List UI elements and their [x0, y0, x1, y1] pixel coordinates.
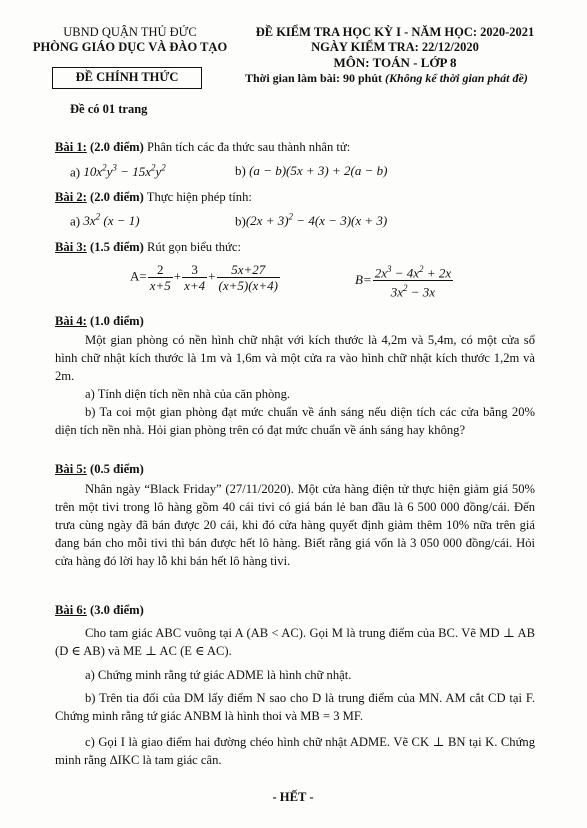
bai6-title: Bài 6: — [55, 603, 87, 617]
bai3-expression-b: B= $\frac{2x^3 - 4x^2 + 2x}{3x^2 - 3x}$ — [355, 264, 452, 300]
bai4-points: (1.0 điểm) — [90, 314, 144, 328]
exam-time — [245, 71, 528, 86]
bai6-heading — [55, 603, 144, 618]
bai4-title: Bài 4: — [55, 314, 87, 328]
bai4-heading — [55, 314, 144, 329]
bai4-a: a) Tính diện tích nền nhà của căn phòng. — [85, 387, 291, 401]
bai4-text: Một gian phòng có nền hình chữ nhật với kích thước là 4,2m và 5,4m, có một cửa sổ hình chữ nhật kích thước là 1m và 1,6m và một cửa ra vào hình chữ nhật kích thước 1,2m và 2m. — [55, 333, 535, 383]
bai3-expression-a: A= $\frac{2}{x+5}$ + $\frac{3}{x+4}$ + $\frac{5x+27}{(x+5)(x+4)}$ — [130, 262, 278, 293]
bai6-b: b) Trên tia đối của DM lấy điểm N sao cho D là trung điểm của MN. AM cắt CD tại F. Chứng minh rằng tứ giác ANBM là hình thoi và MB = 3 MF. — [55, 691, 535, 723]
exam-date: NGÀY KIỂM TRA: 22/12/2020 — [311, 40, 479, 54]
bai3-title: Bài 3: — [55, 240, 87, 254]
bai5-heading — [55, 462, 144, 477]
bai1-title: Bài 1: — [55, 140, 87, 154]
bai5-points: (0.5 điểm) — [90, 462, 144, 476]
department-name: UBND QUẬN THỦ ĐỨC — [63, 25, 197, 39]
time-label: Thời gian làm bài: 90 phút — [245, 71, 383, 85]
bai6-c: c) Gọi I là giao điểm hai đường chéo hình chữ nhật ADME. Vẽ CK ⊥ BN tại K. Chứng minh rằng ΔIKC là tam giác cân. — [55, 735, 535, 767]
bai2-heading — [55, 190, 252, 205]
bai2-a-label: a) — [70, 213, 81, 229]
bai1-b: b) (a − b)(5x + 3) + 2(a − b) — [235, 163, 388, 178]
bai1-a-label: a) — [70, 164, 81, 180]
bai6-points: (3.0 điểm) — [90, 603, 144, 617]
bai2-title: Bài 2: — [55, 190, 87, 204]
exam-title: ĐỀ KIỂM TRA HỌC KỲ I - NĂM HỌC: 2020-2021 — [255, 25, 535, 39]
bai4-b: b) Ta coi một gian phòng đạt mức chuẩn về ánh sáng nếu diện tích các cửa bằng 20% diện tích nền nhà. Hỏi gian phòng trên có đạt mức chuẩn về ánh sáng hay không? — [55, 405, 535, 437]
bai1-prompt: Phân tích các đa thức sau thành nhân tử: — [147, 140, 351, 154]
bai1-points: (2.0 điểm) — [90, 140, 144, 154]
bai2-a: a) $3x^2$ (x − 1) — [70, 212, 140, 229]
end-mark: - HẾT - — [272, 790, 314, 804]
bai5-text: Nhân ngày “Black Friday” (27/11/2020). Một cửa hàng điện tử thực hiện giảm giá 50% trên một tivi trong lô hàng gồm 40 cái tivi có giá bán lẻ ban đầu là 6 500 000 đồng/cái. Đến trưa cùng ngày đã bán được 20 cái, khi đó cửa hàng quyết định giảm thêm 10% nữa trên giá đang bán cho mỗi tivi thì bán được hết lô hàng. Biết rằng giá vốn là 3 050 000 đồng/cái. Hỏi cửa hàng đó lời hay lỗ khi bán hết lô hàng tivi. — [55, 482, 535, 568]
bai2-b: $b)(2x + 3)^2 - 4(x - 3)(x + 3)$ — [235, 212, 388, 229]
bai3-prompt: Rút gọn biểu thức: — [147, 240, 241, 254]
time-note: (Không kể thời gian phát đề) — [385, 71, 528, 85]
bai2-prompt: Thực hiện phép tính: — [146, 190, 252, 204]
official-label: ĐỀ CHÍNH THỨC — [75, 70, 179, 84]
exam-subject: MÔN: TOÁN - LỚP 8 — [333, 55, 457, 70]
bai1-heading — [55, 140, 350, 155]
bai2-points: (2.0 điểm) — [90, 190, 144, 204]
office-name: PHÒNG GIÁO DỤC VÀ ĐÀO TẠO — [32, 40, 228, 54]
official-box — [52, 67, 202, 89]
bai2-b-label: b) — [235, 213, 246, 229]
bai1-a: a) $10x^2y^3 - 15x^2y^2$ — [70, 163, 166, 180]
bai1-b-label: b) — [235, 163, 246, 178]
bai6-a: a) Chứng minh rằng tứ giác ADME là hình chữ nhật. — [85, 668, 352, 682]
bai3-points: (1.5 điểm) — [90, 240, 144, 254]
pages-note: Đề có 01 trang — [70, 102, 148, 116]
bai5-title: Bài 5: — [55, 462, 87, 476]
bai6-text: Cho tam giác ABC vuông tại A (AB < AC). Gọi M là trung điểm của BC. Vẽ MD ⊥ AB (D ∈ AB) và ME ⊥ AC (E ∈ AC). — [55, 626, 535, 658]
bai3-heading — [55, 240, 241, 255]
